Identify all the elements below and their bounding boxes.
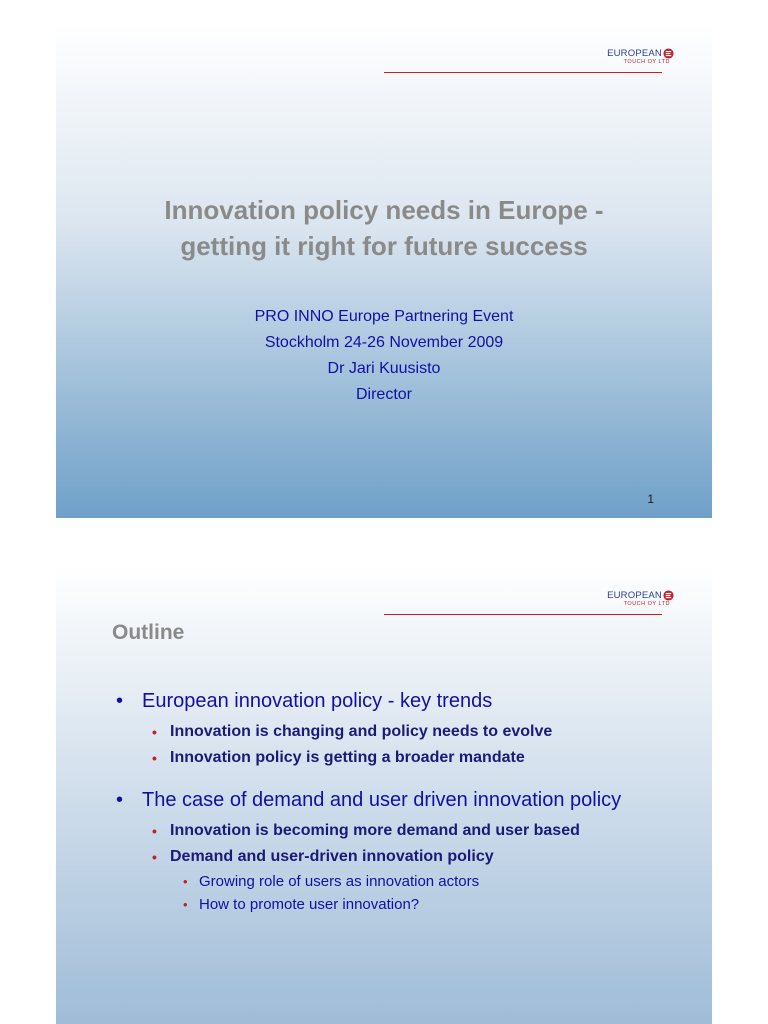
company-logo [600, 48, 674, 65]
logo-mark-icon [663, 48, 674, 59]
header-divider [384, 614, 662, 615]
sub-bullet-text: Innovation policy is getting a broader mandate [170, 749, 525, 766]
section-bullet [112, 789, 692, 812]
event-name: PRO INNO Europe Partnering Event [254, 308, 514, 325]
logo-brand: EUROPEAN [607, 48, 662, 59]
title-line-2: getting it right for future success [180, 231, 588, 261]
sub-sub-bullet-text: How to promote user innovation? [199, 896, 420, 913]
section-bullet [112, 690, 692, 713]
bullet-icon: • [183, 874, 188, 889]
presenter-role: Director [355, 386, 412, 403]
sub-bullet [112, 844, 692, 870]
bullet-icon: • [116, 690, 124, 712]
sub-sub-bullet [112, 893, 692, 916]
sub-bullet [112, 719, 692, 745]
sub-sub-bullet [112, 870, 692, 893]
event-location-date: Stockholm 24-26 November 2009 [264, 334, 504, 351]
slide-number: 1 [647, 492, 654, 506]
sub-bullet-text: Demand and user-driven innovation policy [170, 848, 494, 865]
title-slide [56, 24, 712, 518]
bullet-icon: • [116, 789, 124, 811]
logo-tagline: TOUCH OY LTD [623, 59, 670, 65]
sub-bullet [112, 818, 692, 844]
slide-subtitle [56, 304, 712, 408]
bullet-icon: • [152, 750, 157, 766]
company-logo [600, 590, 674, 607]
outline-bullets [112, 690, 692, 916]
section-text: The case of demand and user driven innovation policy [142, 789, 622, 811]
logo-brand: EUROPEAN [607, 590, 662, 601]
logo-mark-icon [663, 590, 674, 601]
presenter-name: Dr Jari Kuusisto [327, 360, 441, 377]
sub-sub-bullet-text: Growing role of users as innovation actors [199, 873, 480, 890]
header-divider [384, 72, 662, 73]
sub-bullet-text: Innovation is changing and policy needs to evolve [170, 723, 553, 740]
sub-bullet-text: Innovation is becoming more demand and user based [170, 822, 580, 839]
section-text: European innovation policy - key trends [142, 690, 493, 712]
outline-heading: Outline [112, 621, 185, 644]
bullet-icon: • [152, 823, 157, 839]
slide-title [56, 192, 712, 264]
bullet-icon: • [152, 724, 157, 740]
outline-slide [56, 566, 712, 1024]
logo-tagline: TOUCH OY LTD [623, 601, 670, 607]
sub-bullet [112, 745, 692, 771]
bullet-icon: • [183, 897, 188, 912]
title-line-1: Innovation policy needs in Europe - [164, 195, 604, 225]
bullet-icon: • [152, 849, 157, 865]
